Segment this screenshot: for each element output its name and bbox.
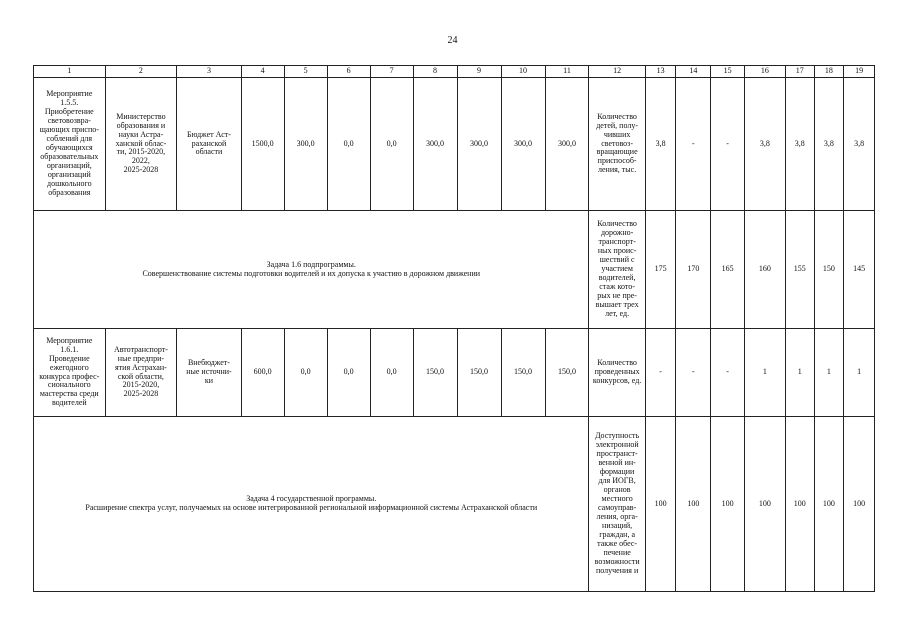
table-row-task-4 <box>34 417 875 592</box>
indicator-cell: Количество детей, полу- чивших световоз- вращающие приспособ- ления, тыс. <box>589 78 645 211</box>
table-row-measure-1-6-1 <box>34 329 875 417</box>
col-header: 6 <box>327 66 370 78</box>
task-description <box>34 211 589 329</box>
task-text: Совершенствование системы подготовки водителей и их допуска к участию в дорожном движении <box>142 268 481 278</box>
task-description <box>34 417 589 592</box>
value-cell: 0,0 <box>370 329 413 417</box>
col-header: 7 <box>370 66 413 78</box>
value-cell: 100 <box>676 417 711 592</box>
value-cell: 160 <box>744 211 785 329</box>
value-cell: 150,0 <box>457 329 501 417</box>
value-cell: 1500,0 <box>241 78 284 211</box>
funding-source-cell: Внебюджет- ные источни- ки <box>177 329 241 417</box>
col-header: 3 <box>177 66 241 78</box>
program-table <box>33 65 875 592</box>
value-cell: 150,0 <box>545 329 589 417</box>
col-header: 8 <box>413 66 457 78</box>
col-header: 2 <box>105 66 177 78</box>
table-row-measure-1-5-5 <box>34 78 875 211</box>
funding-source-cell: Бюджет Аст- раханской области <box>177 78 241 211</box>
value-cell: 300,0 <box>284 78 327 211</box>
value-cell: 100 <box>711 417 745 592</box>
task-text: Расширение спектра услуг, получаемых на основе интегрированной региональной информационной системы Астраханской области <box>85 503 538 512</box>
col-header: 15 <box>711 66 745 78</box>
measure-description: Мероприятие 1.6.1. Проведение ежегодного конкурса профес- сионального мастерства среди водителей <box>34 329 106 417</box>
col-header: 5 <box>284 66 327 78</box>
col-header: 18 <box>814 66 844 78</box>
indicator-cell: Количество проведенных конкурсов, ед. <box>589 329 645 417</box>
indicator-cell: Количество дорожно- транспорт- ных проис- шествий с участием водителей, стаж кото- рых не пре- вышает трех лет, ед. <box>589 211 645 329</box>
value-cell: 300,0 <box>545 78 589 211</box>
value-cell: - <box>676 329 711 417</box>
value-cell: - <box>645 329 676 417</box>
col-header: 11 <box>545 66 589 78</box>
value-cell: 3,8 <box>645 78 676 211</box>
task-title: Задача 1.6 подпрограммы. <box>266 259 356 269</box>
value-cell: 170 <box>676 211 711 329</box>
page-number: 24 <box>447 35 458 46</box>
executor-cell: Министерство образования и науки Астра- ханской облас- ти, 2015-2020, 2022, 2025-2028 <box>105 78 177 211</box>
value-cell: 600,0 <box>241 329 284 417</box>
col-header: 1 <box>34 66 106 78</box>
value-cell: 3,8 <box>785 78 814 211</box>
col-header: 19 <box>844 66 875 78</box>
value-cell: 100 <box>814 417 844 592</box>
value-cell: 300,0 <box>413 78 457 211</box>
value-cell: 300,0 <box>501 78 545 211</box>
col-header: 10 <box>501 66 545 78</box>
col-header: 12 <box>589 66 645 78</box>
col-header: 16 <box>744 66 785 78</box>
value-cell: 3,8 <box>744 78 785 211</box>
col-header: 13 <box>645 66 676 78</box>
value-cell: 300,0 <box>457 78 501 211</box>
value-cell: 1 <box>814 329 844 417</box>
value-cell: 3,8 <box>844 78 875 211</box>
value-cell: - <box>676 78 711 211</box>
indicator-cell: Доступность электронной пространст- венной ин- формации для ИОГВ, органов местного самоупрaв- ления, орга- низаций, граждан, а также обес- печение возможности получения и <box>589 417 645 592</box>
value-cell: 0,0 <box>370 78 413 211</box>
value-cell: 150 <box>814 211 844 329</box>
col-header: 17 <box>785 66 814 78</box>
value-cell: 175 <box>645 211 676 329</box>
value-cell: 150,0 <box>413 329 457 417</box>
value-cell: 3,8 <box>814 78 844 211</box>
value-cell: - <box>711 329 745 417</box>
value-cell: 100 <box>844 417 875 592</box>
value-cell: 0,0 <box>327 329 370 417</box>
task-title: Задача 4 государственной программы. <box>246 494 377 504</box>
value-cell: 165 <box>711 211 745 329</box>
measure-description: Мероприятие 1.5.5. Приобретение световозвра- щающих приспо- соблений для обучающихся образовательных организаций, организаций дошкольного образования <box>34 78 106 211</box>
table-row-task-1-6 <box>34 211 875 329</box>
value-cell: 145 <box>844 211 875 329</box>
value-cell: 1 <box>744 329 785 417</box>
col-header: 14 <box>676 66 711 78</box>
value-cell: 155 <box>785 211 814 329</box>
value-cell: 100 <box>785 417 814 592</box>
value-cell: 100 <box>744 417 785 592</box>
value-cell: - <box>711 78 745 211</box>
col-header: 4 <box>241 66 284 78</box>
value-cell: 1 <box>785 329 814 417</box>
value-cell: 150,0 <box>501 329 545 417</box>
col-header: 9 <box>457 66 501 78</box>
executor-cell: Автотранспорт- ные предпри- ятия Астрахан- ской области, 2015-2020, 2025-2028 <box>105 329 177 417</box>
value-cell: 1 <box>844 329 875 417</box>
value-cell: 0,0 <box>327 78 370 211</box>
column-number-row <box>34 66 875 78</box>
value-cell: 0,0 <box>284 329 327 417</box>
value-cell: 100 <box>645 417 676 592</box>
